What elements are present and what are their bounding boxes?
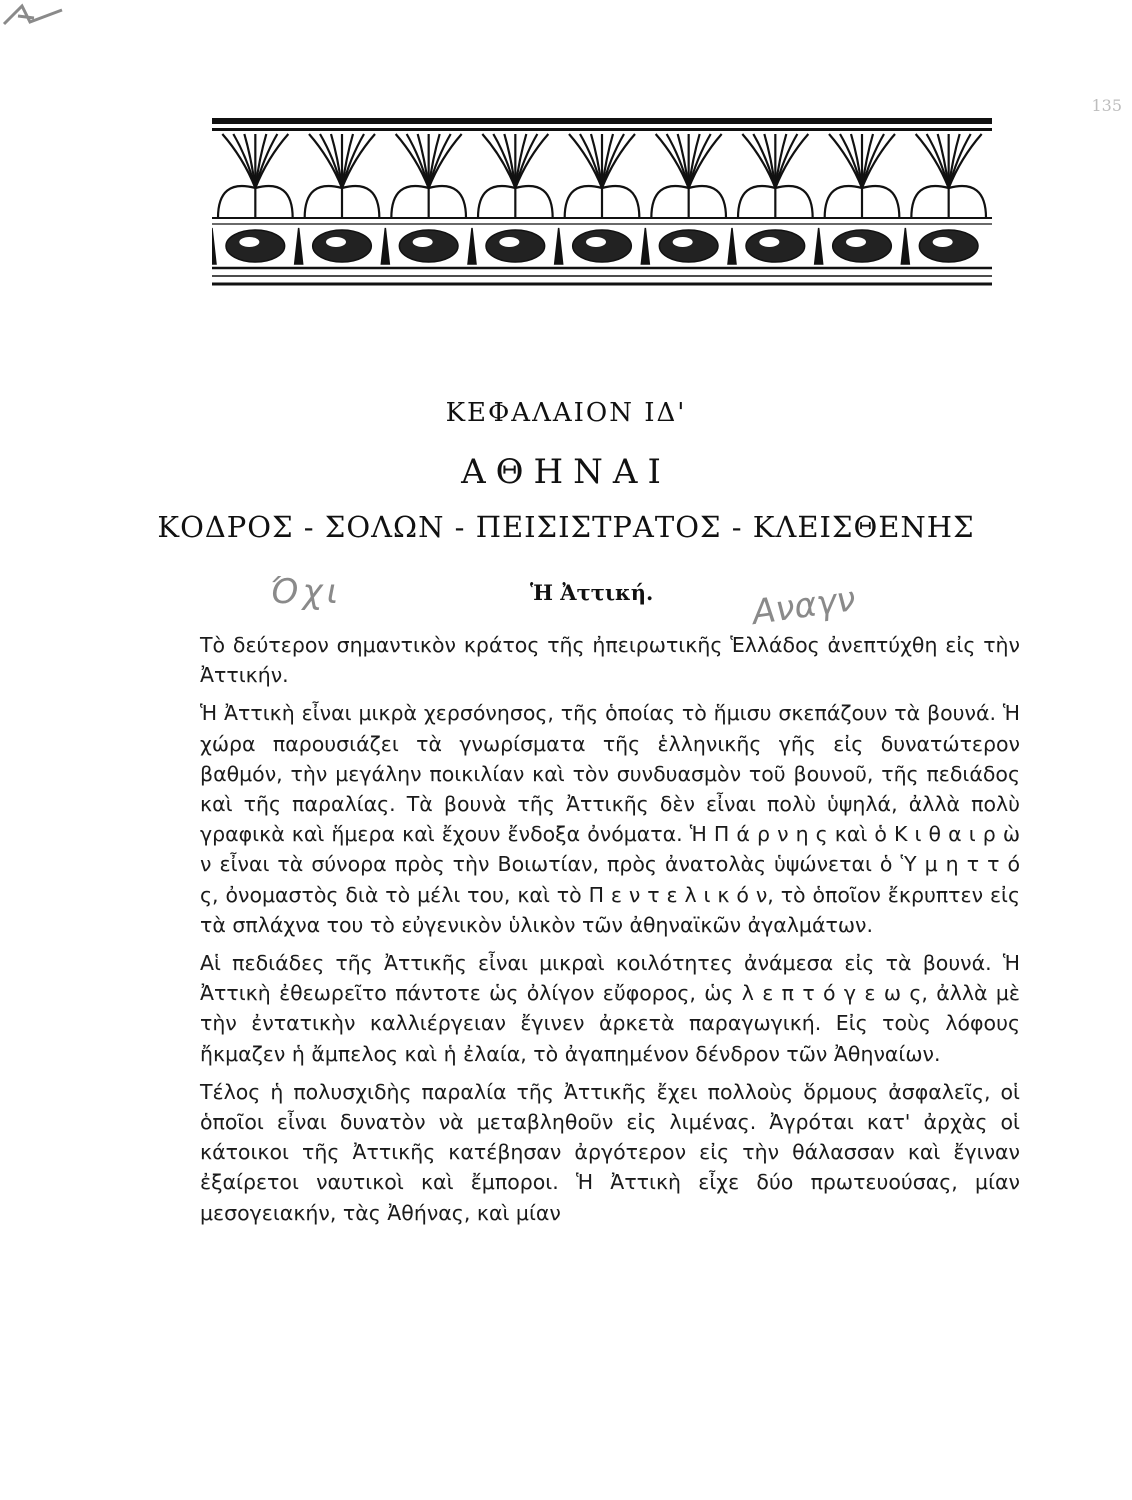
page-number: 135 (1091, 96, 1122, 115)
section-title: Ἡ Ἀττική. (530, 580, 654, 605)
chapter-title: ΑΘΗΝΑΙ (461, 452, 671, 492)
anthemion-ornament-icon (212, 118, 992, 288)
handwritten-scribble-icon (0, 0, 70, 30)
paragraph: Αἱ πεδιάδες τῆς Ἀττικῆς εἶναι μικραὶ κοιλότητες ἀνάμεσα εἰς τὰ βουνά. Ἡ Ἀττικὴ ἐθεωρεῖτο πάντοτε ὡς ὀλίγον εὔφορος, ὡς λ ε π τ ό γ ε ω ς, ἀλλὰ μὲ τὴν ἐντατικὴν καλλιέργειαν ἔγινεν ἀρκετὰ παραγωγική. Εἰς τοὺς λόφους ἤκμαζεν ἡ ἄμπελος καὶ ἡ ἐλαία, τὸ ἀγαπημένον δένδρον τῶν Ἀθηναίων. (200, 951, 1020, 1066)
chapter-subtitle: ΚΟΔΡΟΣ - ΣΟΛΩΝ - ΠΕΙΣΙΣΤΡΑΤΟΣ - ΚΛΕΙΣΘΕΝΗΣ (157, 510, 975, 544)
handwritten-note-left: Όχι (270, 572, 343, 612)
paragraph: Ἡ Ἀττικὴ εἶναι μικρὰ χερσόνησος, τῆς ὁποίας τὸ ἥμισυ σκεπάζουν τὰ βουνά. Ἡ χώρα παρουσιάζει τὰ γνωρίσματα τῆς ἑλληνικῆς γῆς εἰς δυνατώτερον βαθμόν, τὴν μεγάλην ποικιλίαν καὶ τὸν συνδυασμὸν τοῦ βουνοῦ, τῆς πεδιάδος καὶ τῆς παραλίας. Τὰ βουνὰ τῆς Ἀττικῆς δὲν εἶναι πολὺ ὑψηλά, ἀλλὰ πολὺ γραφικὰ καὶ ἥμερα καὶ ἔχουν ἔνδοξα ὀνόματα. Ἡ Π ά ρ ν η ς καὶ ὁ Κ ι θ α ι ρ ὼ ν εἶναι τὰ σύνορα πρὸς τὴν Βοιωτίαν, πρὸς ἀνατολὰς ὑψώνεται ὁ Ὑ μ η τ τ ό ς, ὀνομαστὸς διὰ τὸ μέλι του, καὶ τὸ Π ε ν τ ε λ ι κ ό ν, τὸ ὁποῖον ἔκρυπτεν εἰς τὰ σπλάχνα του τὸ εὐγενικὸν ὑλικὸν τῶν ἀθηναϊκῶν ἀγαλμάτων. (200, 701, 1020, 937)
paragraph: Τὸ δεύτερον σημαντικὸν κράτος τῆς ἠπειρωτικῆς Ἑλλάδος ἀνεπτύχθη εἰς τὴν Ἀττικήν. (200, 633, 1020, 688)
body-text (200, 630, 1020, 1236)
chapter-label: ΚΕΦΑΛΑΙΟΝ ΙΔ' (445, 398, 687, 428)
handwritten-note-right: Αναγν (749, 578, 859, 634)
paragraph: Τέλος ἡ πολυσχιδὴς παραλία τῆς Ἀττικῆς ἔχει πολλοὺς ὅρμους ἀσφαλεῖς, οἱ ὁποῖοι εἶναι δυνατὸν νὰ μεταβληθοῦν εἰς λιμένας. Ἀγρόται κατ' ἀρχὰς οἱ κάτοικοι τῆς Ἀττικῆς κατέβησαν ἀργότερον εἰς τὴν θάλασσαν καὶ ἔγιναν ἐξαίρετοι ναυτικοὶ καὶ ἔμποροι. Ἡ Ἀττικὴ εἶχε δύο πρωτευούσας, μίαν μεσογειακήν, τὰς Ἀθήνας, καὶ μίαν (200, 1079, 1020, 1225)
